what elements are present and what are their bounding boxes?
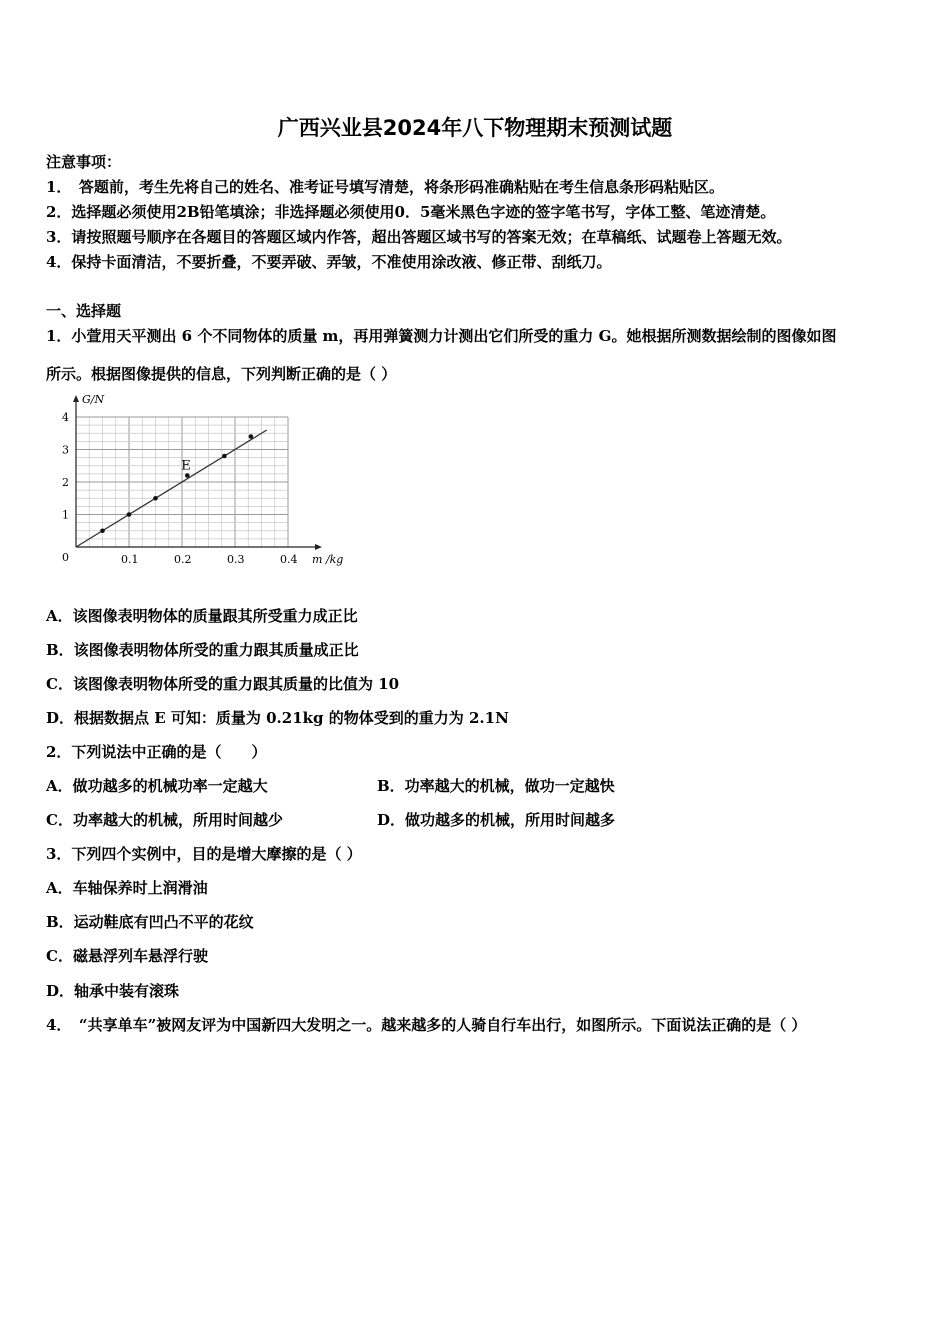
data-point <box>127 512 132 517</box>
data-point <box>222 454 227 459</box>
x-tick-label: 0.1 <box>121 553 139 566</box>
y-axis-arrow <box>73 395 79 402</box>
q2-stem: 2．下列说法中正确的是（ ） <box>46 743 267 761</box>
x-axis-arrow <box>315 544 322 550</box>
notice-heading: 注意事项： <box>46 153 122 171</box>
fit-line <box>76 430 267 547</box>
data-point <box>185 473 190 478</box>
x-tick-label: 0.2 <box>174 553 192 566</box>
y-tick-label: 4 <box>62 411 69 424</box>
notice-item-1: 1． 答题前，考生先将自己的姓名、准考证号填写清楚，将条形码准确粘贴在考生信息条形码粘贴区。 <box>46 178 724 196</box>
page-title: 广西兴业县2024年八下物理期末预测试题 <box>277 116 673 140</box>
notice-item-3: 3．请按照题号顺序在各题目的答题区域内作答，超出答题区域书写的答案无效；在草稿纸、试题卷上答题无效。 <box>46 228 792 246</box>
y-axis-label: G/N <box>82 393 105 406</box>
data-point <box>100 528 105 533</box>
q1-option-c[interactable]: C．该图像表明物体所受的重力跟其质量的比值为 10 <box>46 675 400 693</box>
q3-option-c[interactable]: C．磁悬浮列车悬浮行驶 <box>46 947 208 965</box>
x-tick-label: 0.3 <box>227 553 245 566</box>
q1-option-d[interactable]: D．根据数据点 E 可知：质量为 0.21kg 的物体受到的重力为 2.1N <box>46 709 509 727</box>
q3-option-b[interactable]: B．运动鞋底有凹凸不平的花纹 <box>46 913 254 931</box>
y-tick-label: 3 <box>62 443 69 457</box>
chart-marks <box>76 430 267 547</box>
q1-graph <box>46 392 366 577</box>
data-point <box>153 496 158 501</box>
notice-item-4: 4．保持卡面清洁，不要折叠，不要弄破、弄皱，不准使用涂改液、修正带、刮纸刀。 <box>46 253 612 271</box>
q2-option-b[interactable]: B．功率越大的机械，做功一定越快 <box>377 777 615 795</box>
x-tick-label: 0.4 <box>280 553 298 566</box>
point-label-e: E <box>181 458 191 474</box>
y-tick-label: 2 <box>62 476 69 489</box>
q2-option-a[interactable]: A．做功越多的机械功率一定越大 <box>46 777 268 795</box>
y-tick-label: 1 <box>62 508 69 522</box>
q1-option-b[interactable]: B．该图像表明物体所受的重力跟其质量成正比 <box>46 641 359 659</box>
q3-stem: 3．下列四个实例中，目的是增大摩擦的是（ ） <box>46 845 362 863</box>
notice-item-2: 2．选择题必须使用2B铅笔填涂；非选择题必须使用0．5毫米黑色字迹的签字笔书写，字体工整、笔迹清楚。 <box>46 203 776 221</box>
q2-option-d[interactable]: D．做功越多的机械，所用时间越多 <box>377 811 616 829</box>
q1-stem-line2: 所示。根据图像提供的信息，下列判断正确的是（ ） <box>46 365 397 383</box>
section-heading: 一、选择题 <box>46 302 122 320</box>
q2-option-c[interactable]: C．功率越大的机械，所用时间越少 <box>46 811 283 829</box>
chart-labels <box>62 393 343 566</box>
q1-stem-line1: 1．小萱用天平测出 6 个不同物体的质量 m，再用弹簧测力计测出它们所受的重力 G。她根据所测数据绘制的图像如图 <box>46 327 837 345</box>
x-axis-label: m /kg <box>312 553 344 566</box>
origin-label: 0 <box>62 551 69 564</box>
q4-stem: 4． “共享单车”被网友评为中国新四大发明之一。越来越多的人骑自行车出行，如图所示。下面说法正确的是（ ） <box>46 1016 807 1034</box>
q3-option-a[interactable]: A．车轴保养时上润滑油 <box>46 879 208 897</box>
data-point <box>249 434 254 439</box>
q1-option-a[interactable]: A．该图像表明物体的质量跟其所受重力成正比 <box>46 607 358 625</box>
q3-option-d[interactable]: D．轴承中装有滚珠 <box>46 982 180 1000</box>
